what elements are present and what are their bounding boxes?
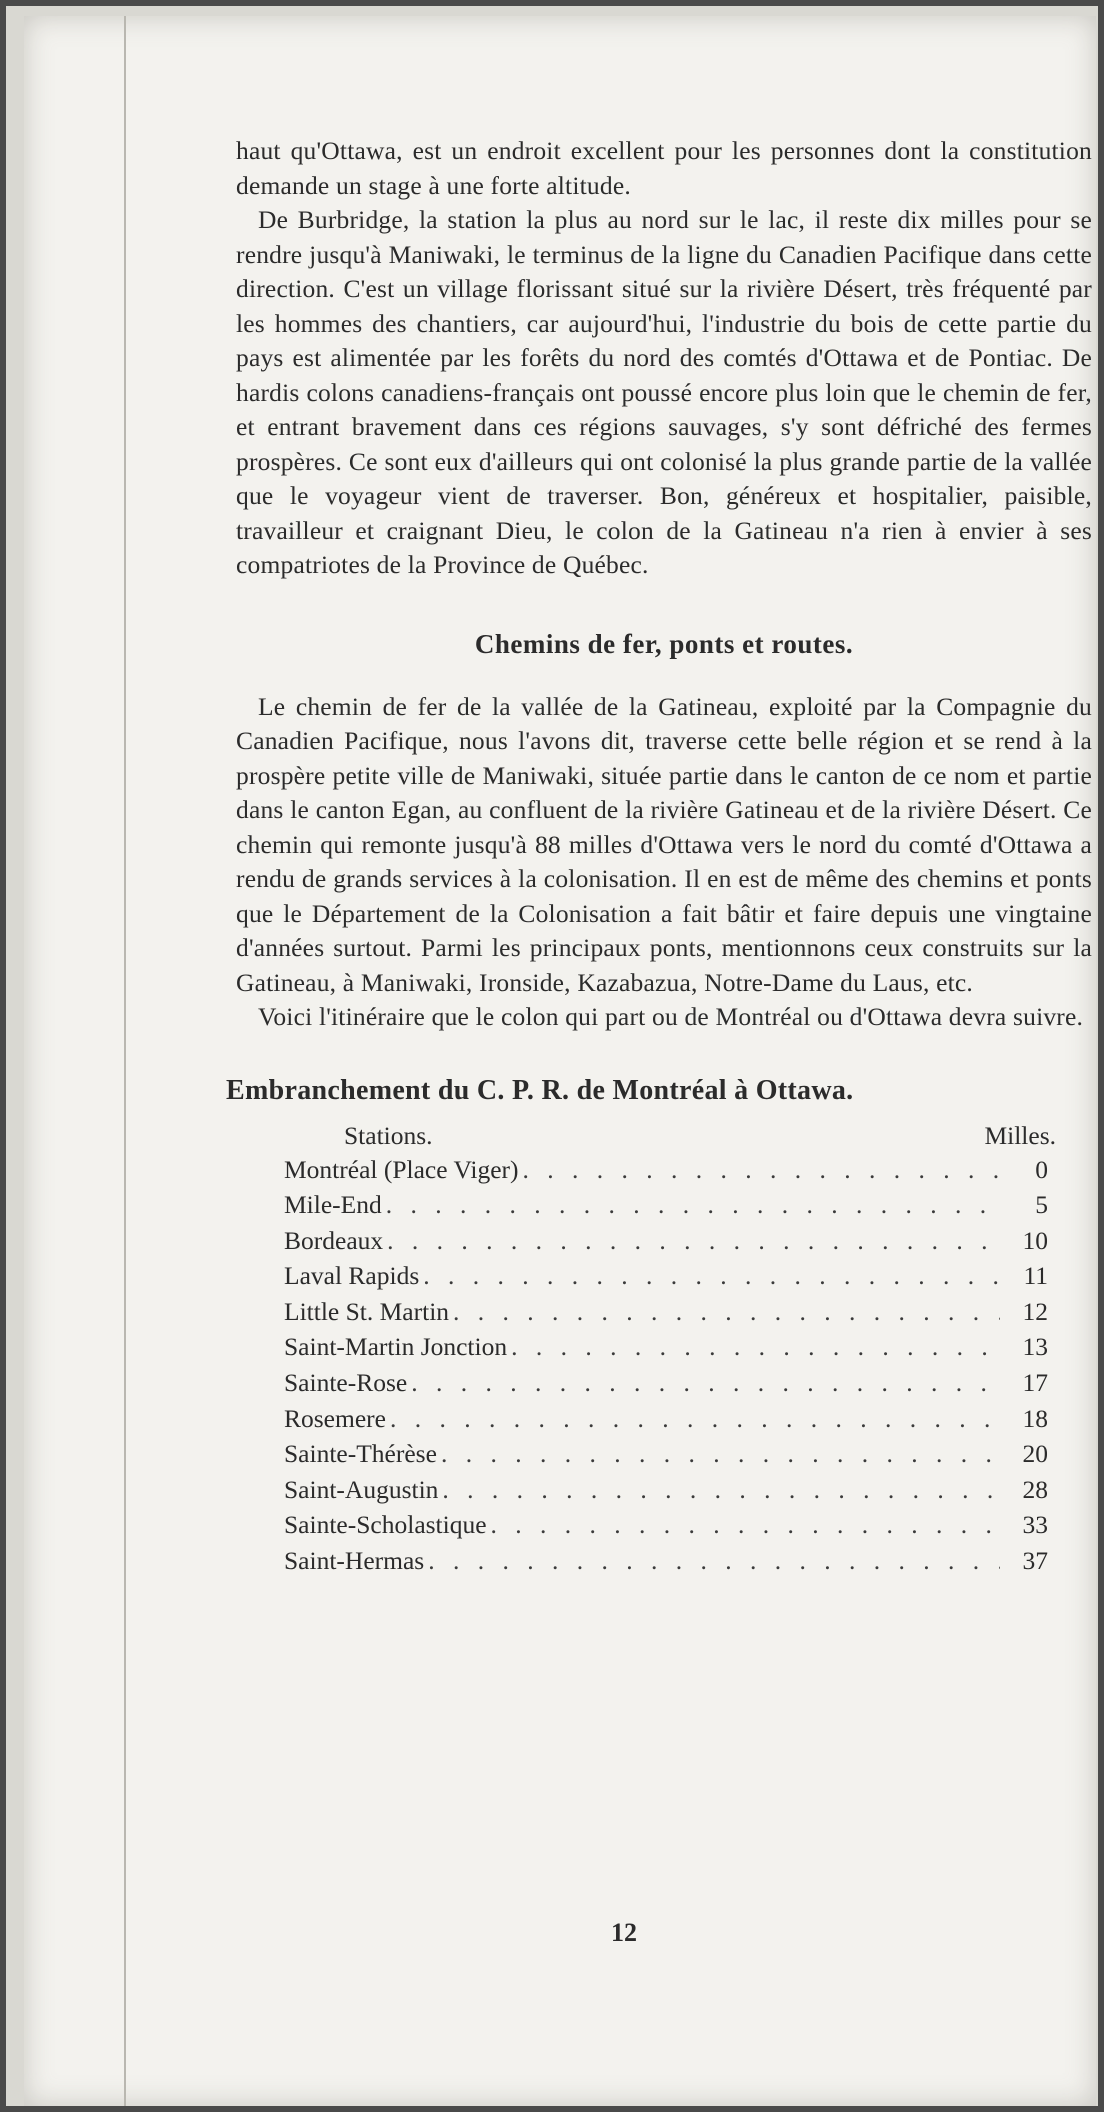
page-number: 12 <box>611 1918 637 1947</box>
station-miles: 17 <box>1022 1368 1048 1398</box>
paragraph-intro-1: haut qu'Ottawa, est un endroit excellent pour les personnes dont la constitution demande un stage à une forte altitude. <box>236 136 1092 200</box>
station-row <box>284 1226 1048 1262</box>
station-row <box>284 1190 1048 1226</box>
station-row <box>284 1404 1048 1440</box>
station-miles: 11 <box>1023 1261 1048 1291</box>
station-name: Bordeaux <box>284 1225 384 1255</box>
station-row <box>284 1510 1048 1546</box>
station-table-header <box>344 1121 1056 1155</box>
station-name: Saint-Augustin <box>284 1474 439 1504</box>
dot-leader <box>428 1546 1000 1576</box>
page-spine-line <box>124 16 126 2106</box>
station-name: Saint-Martin Jonction <box>284 1332 508 1362</box>
station-row <box>284 1368 1048 1404</box>
station-row <box>284 1332 1048 1368</box>
dot-leader <box>453 1297 1000 1327</box>
paragraph-railway: Le chemin de fer de la vallée de la Gatineau, exploité par la Compagnie du Canadien Pacifique, nous l'avons dit, traverse cette belle région et se rend à la prospère petite ville de Maniwaki, située partie dans le canton de ce nom et partie dans le canton Egan, au confluent de la rivière Gatineau et de la rivière Désert. Ce chemin qui remonte jusqu'à 88 milles d'Ottawa vers le nord du comté d'Ottawa a rendu de grands services à la colonisation. Il en est de même des chemins et ponts que le Département de la Colonisation a fait bâtir et faire depuis une vingtaine d'années surtout. Parmi les principaux ponts, mentionnons ceux construits sur la Gatineau, à Maniwaki, Ironside, Kazabazua, Notre-Dame du Laus, etc. <box>236 691 1092 997</box>
station-row <box>284 1155 1048 1191</box>
station-name: Montréal (Place Viger) <box>284 1154 519 1184</box>
station-miles: 10 <box>1022 1225 1048 1255</box>
dot-leader <box>411 1368 1000 1398</box>
station-name: Sainte-Thérèse <box>284 1439 437 1469</box>
station-row <box>284 1261 1048 1297</box>
station-miles: 33 <box>1022 1510 1048 1540</box>
station-row <box>284 1475 1048 1511</box>
dot-leader <box>390 1404 1000 1434</box>
dot-leader <box>491 1510 1000 1540</box>
station-miles: 37 <box>1022 1546 1048 1576</box>
dot-leader <box>511 1332 1000 1362</box>
paragraph-intro-2: De Burbridge, la station la plus au nord sur le lac, il reste dix milles pour se rendre jusqu'à Maniwaki, le terminus de la ligne du Canadien Pacifique dans cette direction. C'est un village florissant situé sur la rivière Désert, très fréquenté par les hommes des chantiers, car aujourd'hui, l'industrie du bois de cette partie du pays est alimentée par les forêts du nord des comtés d'Ottawa et de Pontiac. De hardis colons canadiens-français ont poussé encore plus loin que le chemin de fer, et entrant bravement dans ces régions sauvages, s'y sont défriché des fermes prospères. Ce sont eux d'ailleurs qui ont colonisé la plus grande partie de la vallée que le voyageur vient de traverser. Bon, généreux et hospitalier, paisible, travailleur et craignant Dieu, le colon de la Gatineau n'a rien à envier à ses compatriotes de la Province de Québec. <box>236 205 1092 579</box>
station-row <box>284 1439 1048 1475</box>
paragraph-itinerary: Voici l'itinéraire que le colon qui part ou de Montréal ou d'Ottawa devra suivre. <box>258 1002 1084 1031</box>
station-miles: 28 <box>1022 1474 1048 1504</box>
station-miles: 13 <box>1022 1332 1048 1362</box>
station-miles: 12 <box>1022 1296 1048 1326</box>
dot-leader <box>442 1475 1000 1505</box>
station-name: Little St. Martin <box>284 1296 450 1326</box>
section-heading: Chemins de fer, ponts et routes. <box>474 628 854 659</box>
route-heading: Embranchement du C. P. R. de Montréal à Ottawa. <box>226 1074 854 1106</box>
dot-leader <box>423 1261 1000 1291</box>
dot-leader <box>523 1155 1001 1185</box>
dot-leader <box>387 1226 1000 1256</box>
book-page <box>24 16 1096 2106</box>
scan-frame <box>6 6 1098 2106</box>
station-miles: 18 <box>1022 1403 1048 1433</box>
station-table <box>284 1155 1048 1582</box>
column-stations: Stations. <box>344 1120 433 1150</box>
station-name: Rosemere <box>284 1403 386 1433</box>
station-name: Laval Rapids <box>284 1261 420 1291</box>
column-miles: Milles. <box>984 1120 1056 1150</box>
station-miles: 5 <box>1035 1190 1048 1220</box>
station-name: Mile-End <box>284 1190 382 1220</box>
station-row <box>284 1297 1048 1333</box>
page-content <box>226 134 1092 1582</box>
station-miles: 0 <box>1035 1154 1048 1184</box>
dot-leader <box>386 1190 1000 1220</box>
station-name: Sainte-Scholastique <box>284 1510 487 1540</box>
station-name: Saint-Hermas <box>284 1546 425 1576</box>
station-miles: 20 <box>1022 1439 1048 1469</box>
station-row <box>284 1546 1048 1582</box>
dot-leader <box>441 1439 1000 1469</box>
station-name: Sainte-Rose <box>284 1368 408 1398</box>
